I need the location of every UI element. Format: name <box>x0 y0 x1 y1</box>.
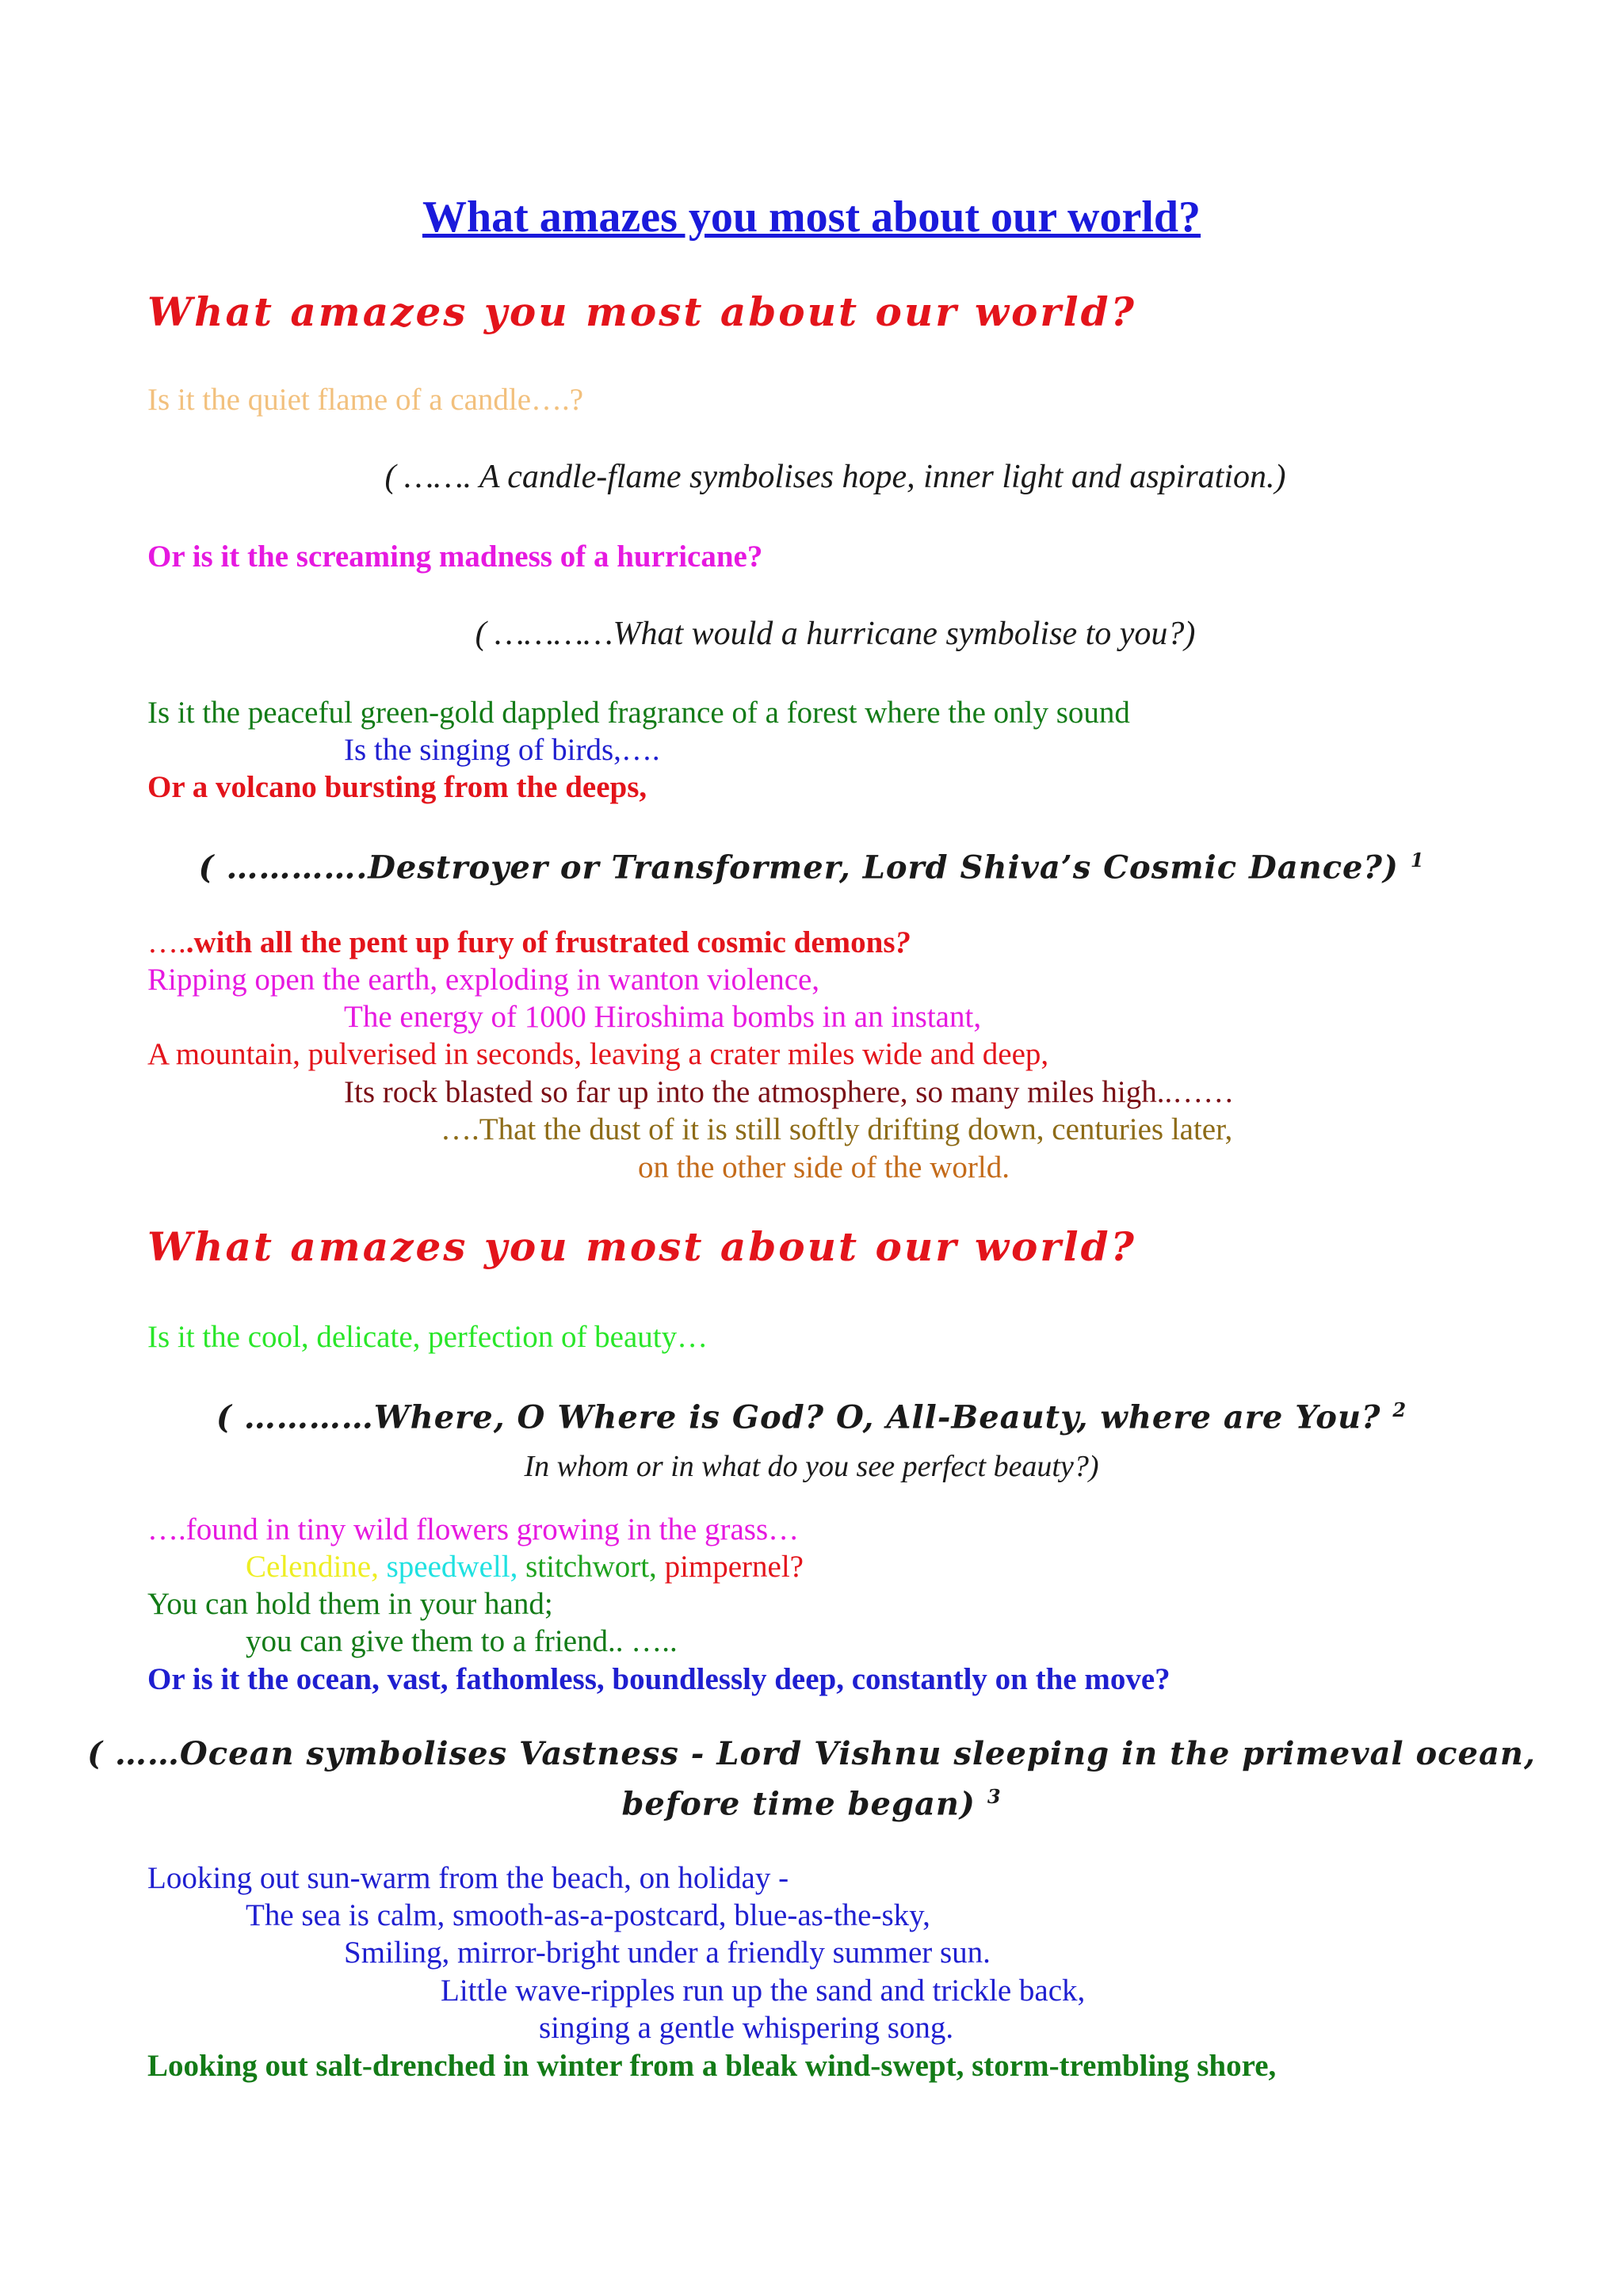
line-volcano: Or a volcano bursting from the deeps, <box>147 770 647 804</box>
line-hurricane: Or is it the screaming madness of a hurricane? <box>147 540 763 574</box>
flower-pimpernel: pimpernel? <box>664 1550 804 1584</box>
section-heading-2: What amazes you most about our world? <box>147 1223 1136 1270</box>
footnote-ref-3: 3 <box>987 1785 1002 1808</box>
line-flower-names <box>246 1548 804 1586</box>
line-smiling: Smiling, mirror-bright under a friendly summer sun. <box>344 1936 991 1970</box>
note-whom: In whom or in what do you see perfect beauty?) <box>524 1450 1099 1483</box>
footnote-ref-1: 1 <box>1410 849 1425 871</box>
line-beach: Looking out sun-warm from the beach, on holiday - <box>147 1861 789 1895</box>
line-salt-drenched: Looking out salt-drenched in winter from a bleak wind-swept, storm-trembling shore, <box>147 2049 1277 2083</box>
page-title: What amazes you most about our world? <box>422 193 1201 242</box>
line-forest: Is it the peaceful green-gold dappled fragrance of a forest where the only sound <box>147 696 1130 730</box>
line-ripples: Little wave-ripples run up the sand and trickle back, <box>441 1974 1086 2008</box>
note-god <box>0 1391 1623 1436</box>
note-god-text: ( …………Where, O Where is God? O, All-Beauty, where are You? <box>216 1398 1381 1436</box>
line-sea: The sea is calm, smooth-as-a-postcard, blue-as-the-sky, <box>246 1898 930 1932</box>
line-tiny-flowers: ….found in tiny wild flowers growing in the grass… <box>147 1512 800 1547</box>
note-hurricane: ( …………What would a hurricane symbolise to you?) <box>475 616 1196 652</box>
line-hold: You can hold them in your hand; <box>147 1587 553 1621</box>
flower-speedwell: speedwell, <box>386 1550 518 1584</box>
line-fury-ellipsis: …. <box>147 925 186 959</box>
line-fury-text: .with all the pent up fury of frustrated cosmic demons <box>185 925 896 959</box>
line-otherside: on the other side of the world. <box>638 1150 1010 1184</box>
line-energy: The energy of 1000 Hiroshima bombs in an instant, <box>344 1000 982 1034</box>
line-rock: Its rock blasted so far up into the atmosphere, so many miles high..…… <box>344 1075 1235 1109</box>
line-ocean: Or is it the ocean, vast, fathomless, boundlessly deep, constantly on the move? <box>147 1662 1170 1696</box>
note-candle: ( ……. A candle-flame symbolises hope, inner light and aspiration.) <box>384 459 1286 495</box>
note-shiva-text: ( ………….Destroyer or Transformer, Lord Shiva’s Cosmic Dance?) <box>198 849 1399 887</box>
footnote-ref-2: 2 <box>1392 1398 1407 1421</box>
line-fury-question: ? <box>895 925 911 959</box>
note-ocean-line2 <box>0 1778 1623 1823</box>
line-birds: Is the singing of birds,…. <box>344 733 660 767</box>
line-mountain: A mountain, pulverised in seconds, leaving a crater miles wide and deep, <box>147 1037 1049 1071</box>
note-ocean-line1: ( ……Ocean symbolises Vastness - Lord Vishnu sleeping in the primeval ocean, <box>87 1735 1536 1772</box>
note-ocean-line2-text: before time began) <box>621 1785 976 1823</box>
line-song: singing a gentle whispering song. <box>539 2011 954 2045</box>
flower-stitchwort: stitchwort, <box>525 1550 657 1584</box>
line-ripping: Ripping open the earth, exploding in wanton violence, <box>147 963 820 997</box>
line-dust: ….That the dust of it is still softly drifting down, centuries later, <box>441 1112 1233 1146</box>
line-give: you can give them to a friend.. ….. <box>246 1624 678 1658</box>
line-beauty: Is it the cool, delicate, perfection of beauty… <box>147 1320 708 1354</box>
note-shiva <box>0 841 1623 887</box>
line-candle: Is it the quiet flame of a candle….? <box>147 383 584 417</box>
flower-celendine: Celendine, <box>246 1550 379 1584</box>
line-fury <box>147 924 911 962</box>
section-heading-1: What amazes you most about our world? <box>147 288 1136 335</box>
